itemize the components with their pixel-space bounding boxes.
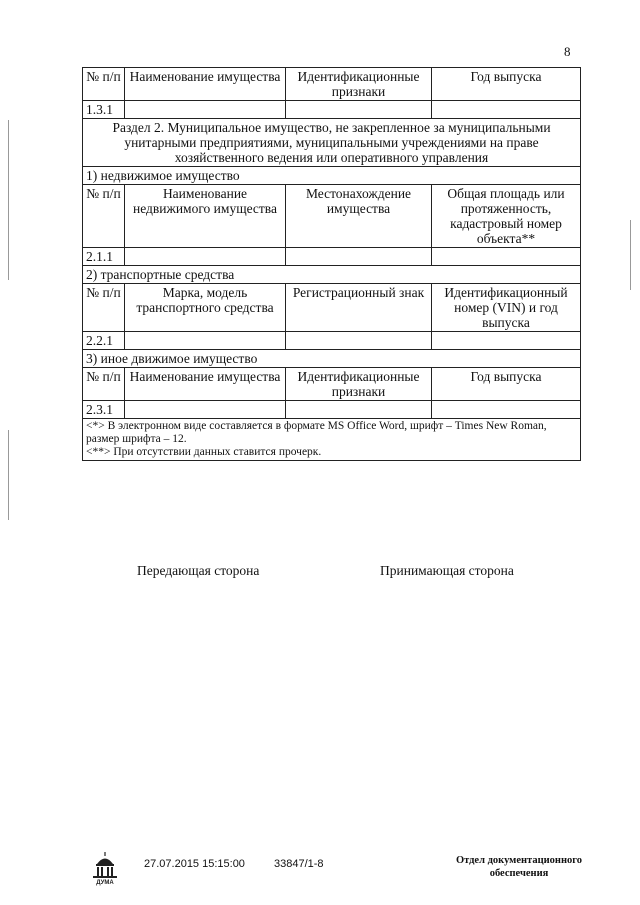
notes-row: [83, 419, 581, 461]
subsection-title: 1) недвижимое имущество: [83, 167, 581, 185]
header-name: Наименование недвижимого имущества: [125, 185, 286, 248]
header-num: № п/п: [83, 68, 125, 101]
table-row: [83, 401, 581, 419]
page-number: 8: [564, 44, 571, 59]
footnote-1: <*> В электронном виде составляется в формате MS Office Word, шрифт – Times New Roman, размер шрифта – 12.: [86, 420, 547, 445]
table-header-row: [83, 368, 581, 401]
table-row: [83, 332, 581, 350]
header-ident: Идентификационные признаки: [286, 68, 432, 101]
table-row: [83, 101, 581, 119]
header-year: Год выпуска: [432, 368, 581, 401]
section-2-title: Раздел 2. Муниципальное имущество, не закрепленное за муниципальными унитарными предприятиями, муниципальными учреждениями на праве хозяйственного ведения или оперативного управления: [83, 119, 581, 167]
row-number: 2.2.1: [83, 332, 125, 350]
footer-datetime: 27.07.2015 15:15:00: [144, 858, 245, 870]
property-table: [82, 67, 581, 461]
table-header-row: [83, 68, 581, 101]
header-num: № п/п: [83, 284, 125, 332]
header-location: Местонахождение имущества: [286, 185, 432, 248]
footer-doc-number: 33847/1-8: [274, 858, 324, 870]
header-num: № п/п: [83, 368, 125, 401]
header-year: Год выпуска: [432, 68, 581, 101]
receiving-party-label: Принимающая сторона: [380, 563, 514, 578]
subsection-title: 3) иное движимое имущество: [83, 350, 581, 368]
header-name: Наименование имущества: [125, 368, 286, 401]
scan-edge-mark: [8, 120, 9, 280]
footnote-2: <**> При отсутствии данных ставится прочерк.: [86, 446, 322, 458]
row-number: 1.3.1: [83, 101, 125, 119]
header-name: Наименование имущества: [125, 68, 286, 101]
header-area: Общая площадь или протяженность, кадастровый номер объекта**: [432, 185, 581, 248]
scan-edge-mark: [8, 430, 9, 520]
header-num: № п/п: [83, 185, 125, 248]
row-number: 2.3.1: [83, 401, 125, 419]
header-brand: Марка, модель транспортного средства: [125, 284, 286, 332]
header-vin: Идентификационный номер (VIN) и год выпуска: [432, 284, 581, 332]
transferring-party-label: Передающая сторона: [137, 563, 260, 578]
table-header-row: [83, 284, 581, 332]
table-row: [83, 248, 581, 266]
header-reg: Регистрационный знак: [286, 284, 432, 332]
section-title-row: [83, 119, 581, 167]
svg-text:ДУМА: ДУМА: [96, 880, 114, 886]
scan-edge-mark: [630, 220, 631, 290]
footer-department: Отдел документационного обеспечения: [455, 855, 583, 879]
row-number: 2.1.1: [83, 248, 125, 266]
subsection-title: 2) транспортные средства: [83, 266, 581, 284]
duma-logo: [90, 850, 120, 891]
header-ident: Идентификационные признаки: [286, 368, 432, 401]
table-header-row: [83, 185, 581, 248]
